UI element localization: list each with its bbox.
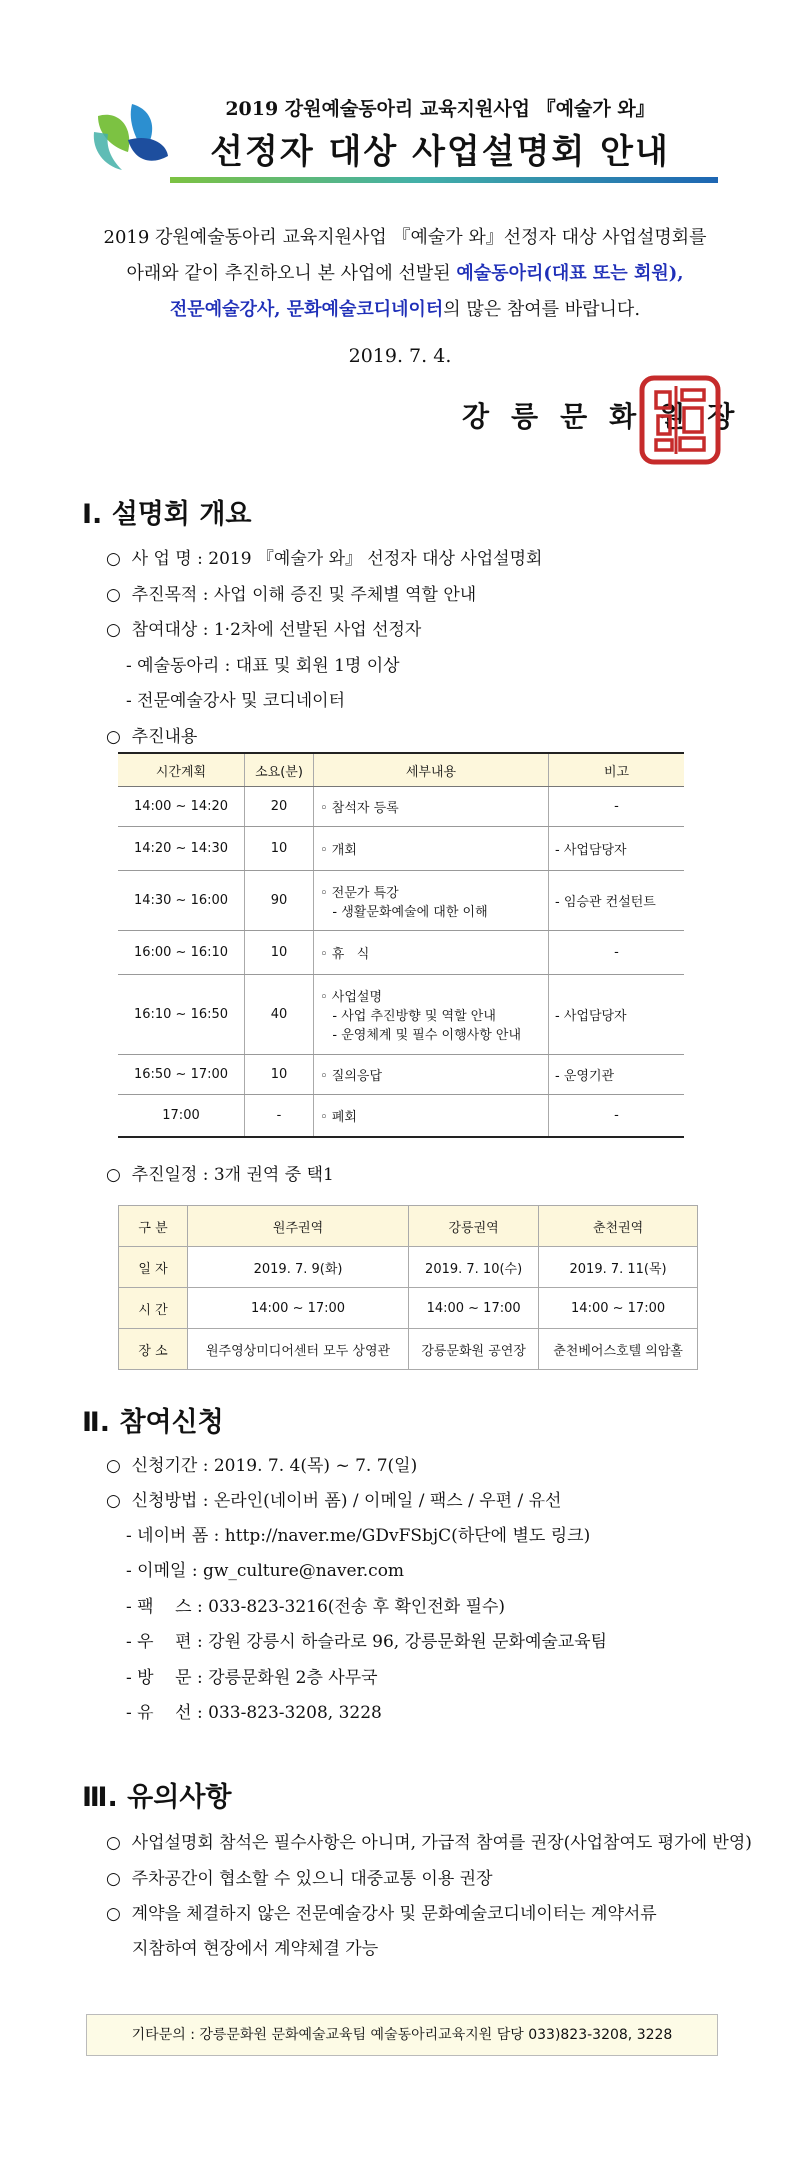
note-item-contract: ○ 계약을 체결하지 않은 전문예술강사 및 문화예술코디네이터는 계약서류: [106, 1904, 657, 1924]
page-title: 선정자 대상 사업설명회 안내: [210, 132, 670, 172]
schedule-detail-line: ◦ 질의응답: [320, 1069, 383, 1084]
section-2-title: Ⅱ. 참여신청: [82, 1407, 224, 1438]
program-schedule-table: [118, 752, 684, 1138]
schedule-plan-item: ○ 추진일정 : 3개 권역 중 택1: [106, 1165, 334, 1185]
schedule-note: - 사업담당자: [549, 827, 685, 871]
logo: [88, 96, 172, 176]
schedule-note: - 임승관 컨설턴트: [549, 871, 685, 931]
schedule-detail-line: - 운영체계 및 필수 이행사항 안내: [320, 1028, 522, 1043]
overview-item-target: ○ 참여대상 : 1·2차에 선발된 사업 선정자: [106, 620, 422, 640]
region-row: [119, 1329, 698, 1370]
contact-footer: 기타문의 : 강릉문화원 문화예술교육팀 예술동아리교육지원 담당 033)823-3208, 3228: [86, 2014, 718, 2056]
apply-subitem-phone: - 유 선 : 033-823-3208, 3228: [126, 1703, 382, 1723]
region-cell: 2019. 7. 9(화): [188, 1247, 409, 1288]
apply-subitem-visit: - 방 문 : 강릉문화원 2층 사무국: [126, 1668, 378, 1688]
apply-item-period: ○ 신청기간 : 2019. 7. 4(목) ~ 7. 7(일): [106, 1456, 418, 1476]
schedule-detail-line: - 생활문화예술에 대한 이해: [320, 904, 488, 920]
schedule-detail-line: ◦ 전문가 특강: [320, 885, 399, 901]
schedule-note: - 운영기관: [549, 1055, 685, 1095]
region-header-gangneung: 강릉권역: [409, 1206, 539, 1247]
intro-highlight-instructors: 전문예술강사, 문화예술코디네이터: [169, 299, 444, 320]
schedule-row: [118, 787, 684, 827]
region-schedule-table: [118, 1205, 698, 1370]
apply-item-method: ○ 신청방법 : 온라인(네이버 폼) / 이메일 / 팩스 / 우편 / 유선: [106, 1491, 562, 1511]
official-seal-icon: [636, 374, 724, 466]
schedule-detail-line: ◦ 사업설명: [320, 990, 383, 1005]
schedule-note: -: [549, 787, 685, 827]
region-row-label: 장 소: [119, 1329, 188, 1370]
region-header-label: 구 분: [119, 1206, 188, 1247]
schedule-note: -: [549, 931, 685, 975]
schedule-detail: [314, 975, 549, 1055]
schedule-detail: [314, 1055, 549, 1095]
overview-item-purpose: ○ 추진목적 : 사업 이해 증진 및 주체별 역할 안내: [106, 585, 477, 605]
schedule-duration: 10: [245, 1055, 314, 1095]
region-cell: 2019. 7. 10(수): [409, 1247, 539, 1288]
schedule-detail-line: ◦ 휴 식: [320, 947, 370, 962]
schedule-header-note: 비고: [549, 753, 685, 787]
title-underline: [170, 177, 718, 183]
intro-line-3: [60, 292, 750, 328]
section-1-title: Ⅰ. 설명회 개요: [82, 499, 252, 530]
schedule-detail-line: - 사업 추진방향 및 역할 안내: [320, 1009, 496, 1024]
intro-line-3-text: 의 많은 참여를 바랍니다.: [443, 299, 641, 320]
schedule-time: 16:50 ~ 17:00: [118, 1055, 245, 1095]
schedule-duration: 40: [245, 975, 314, 1055]
schedule-duration: 90: [245, 871, 314, 931]
region-header-chuncheon: 춘천권역: [539, 1206, 698, 1247]
schedule-row: [118, 975, 684, 1055]
schedule-header-row: [118, 753, 684, 787]
region-cell: 춘천베어스호텔 의암홀: [539, 1329, 698, 1370]
region-cell: 원주영상미디어센터 모두 상영관: [188, 1329, 409, 1370]
schedule-row: [118, 827, 684, 871]
schedule-detail-line: ◦ 개회: [320, 843, 357, 858]
schedule-duration: -: [245, 1095, 314, 1137]
schedule-time: 14:00 ~ 14:20: [118, 787, 245, 827]
schedule-time: 16:10 ~ 16:50: [118, 975, 245, 1055]
schedule-row: [118, 931, 684, 975]
schedule-detail-line: ◦ 참석자 등록: [320, 801, 399, 816]
overview-subitem-instructors: - 전문예술강사 및 코디네이터: [126, 691, 346, 711]
schedule-time: 14:20 ~ 14:30: [118, 827, 245, 871]
region-header-wonju: 원주권역: [188, 1206, 409, 1247]
region-header-row: [119, 1206, 698, 1247]
intro-highlight-clubs: 예술동아리(대표 또는 회원),: [456, 263, 684, 284]
schedule-duration: 10: [245, 827, 314, 871]
schedule-duration: 10: [245, 931, 314, 975]
schedule-detail: [314, 827, 549, 871]
schedule-duration: 20: [245, 787, 314, 827]
schedule-detail: [314, 931, 549, 975]
region-cell: 강릉문화원 공연장: [409, 1329, 539, 1370]
region-row-label: 시 간: [119, 1288, 188, 1329]
overview-subitem-clubs: - 예술동아리 : 대표 및 회원 1명 이상: [126, 656, 400, 676]
schedule-time: 14:30 ~ 16:00: [118, 871, 245, 931]
note-item-contract-cont: 지참하여 현장에서 계약체결 가능: [132, 1939, 379, 1959]
region-row: [119, 1247, 698, 1288]
event-subtitle: 2019 강원예술동아리 교육지원사업 『예술가 와』: [225, 98, 655, 120]
region-cell: 14:00 ~ 17:00: [188, 1288, 409, 1329]
schedule-detail: [314, 787, 549, 827]
region-row: [119, 1288, 698, 1329]
note-item-attendance: ○ 사업설명회 참석은 필수사항은 아니며, 가급적 참여를 권장(사업참여도 평가에 반영): [106, 1833, 752, 1853]
region-cell: 2019. 7. 11(목): [539, 1247, 698, 1288]
issuer-name: 강릉문화원장: [462, 400, 757, 433]
schedule-time: 17:00: [118, 1095, 245, 1137]
section-3-title: Ⅲ. 유의사항: [82, 1782, 232, 1813]
schedule-row: [118, 1055, 684, 1095]
schedule-header-detail: 세부내용: [314, 753, 549, 787]
schedule-header-time: 시간계획: [118, 753, 245, 787]
schedule-header-duration: 소요(분): [245, 753, 314, 787]
overview-item-content: ○ 추진내용: [106, 727, 198, 747]
schedule-detail-line: ◦ 폐회: [320, 1109, 357, 1125]
intro-line-2: [60, 256, 750, 292]
note-item-parking: ○ 주차공간이 협소할 수 있으니 대중교통 이용 권장: [106, 1869, 493, 1889]
region-cell: 14:00 ~ 17:00: [409, 1288, 539, 1329]
intro-paragraph: [60, 220, 750, 328]
apply-subitem-naver-form: - 네이버 폼 : http://naver.me/GDvFSbjC(하단에 별도 링크): [126, 1526, 591, 1546]
region-row-label: 일 자: [119, 1247, 188, 1288]
region-cell: 14:00 ~ 17:00: [539, 1288, 698, 1329]
apply-subitem-mail: - 우 편 : 강원 강릉시 하슬라로 96, 강릉문화원 문화예술교육팀: [126, 1632, 608, 1652]
schedule-detail: [314, 1095, 549, 1137]
intro-line-2-text: 아래와 같이 추진하오니 본 사업에 선발된: [126, 263, 457, 284]
schedule-detail: [314, 871, 549, 931]
schedule-note: - 사업담당자: [549, 975, 685, 1055]
intro-line-1: 2019 강원예술동아리 교육지원사업 『예술가 와』선정자 대상 사업설명회를: [103, 227, 707, 248]
overview-item-name: ○ 사 업 명 : 2019 『예술가 와』 선정자 대상 사업설명회: [106, 549, 543, 569]
schedule-time: 16:00 ~ 16:10: [118, 931, 245, 975]
schedule-row: [118, 1095, 684, 1137]
apply-subitem-email: - 이메일 : gw_culture@naver.com: [126, 1561, 405, 1581]
schedule-note: -: [549, 1095, 685, 1137]
apply-subitem-fax: - 팩 스 : 033-823-3216(전송 후 확인전화 필수): [126, 1597, 506, 1617]
notice-date: 2019. 7. 4.: [348, 345, 452, 367]
schedule-row: [118, 871, 684, 931]
